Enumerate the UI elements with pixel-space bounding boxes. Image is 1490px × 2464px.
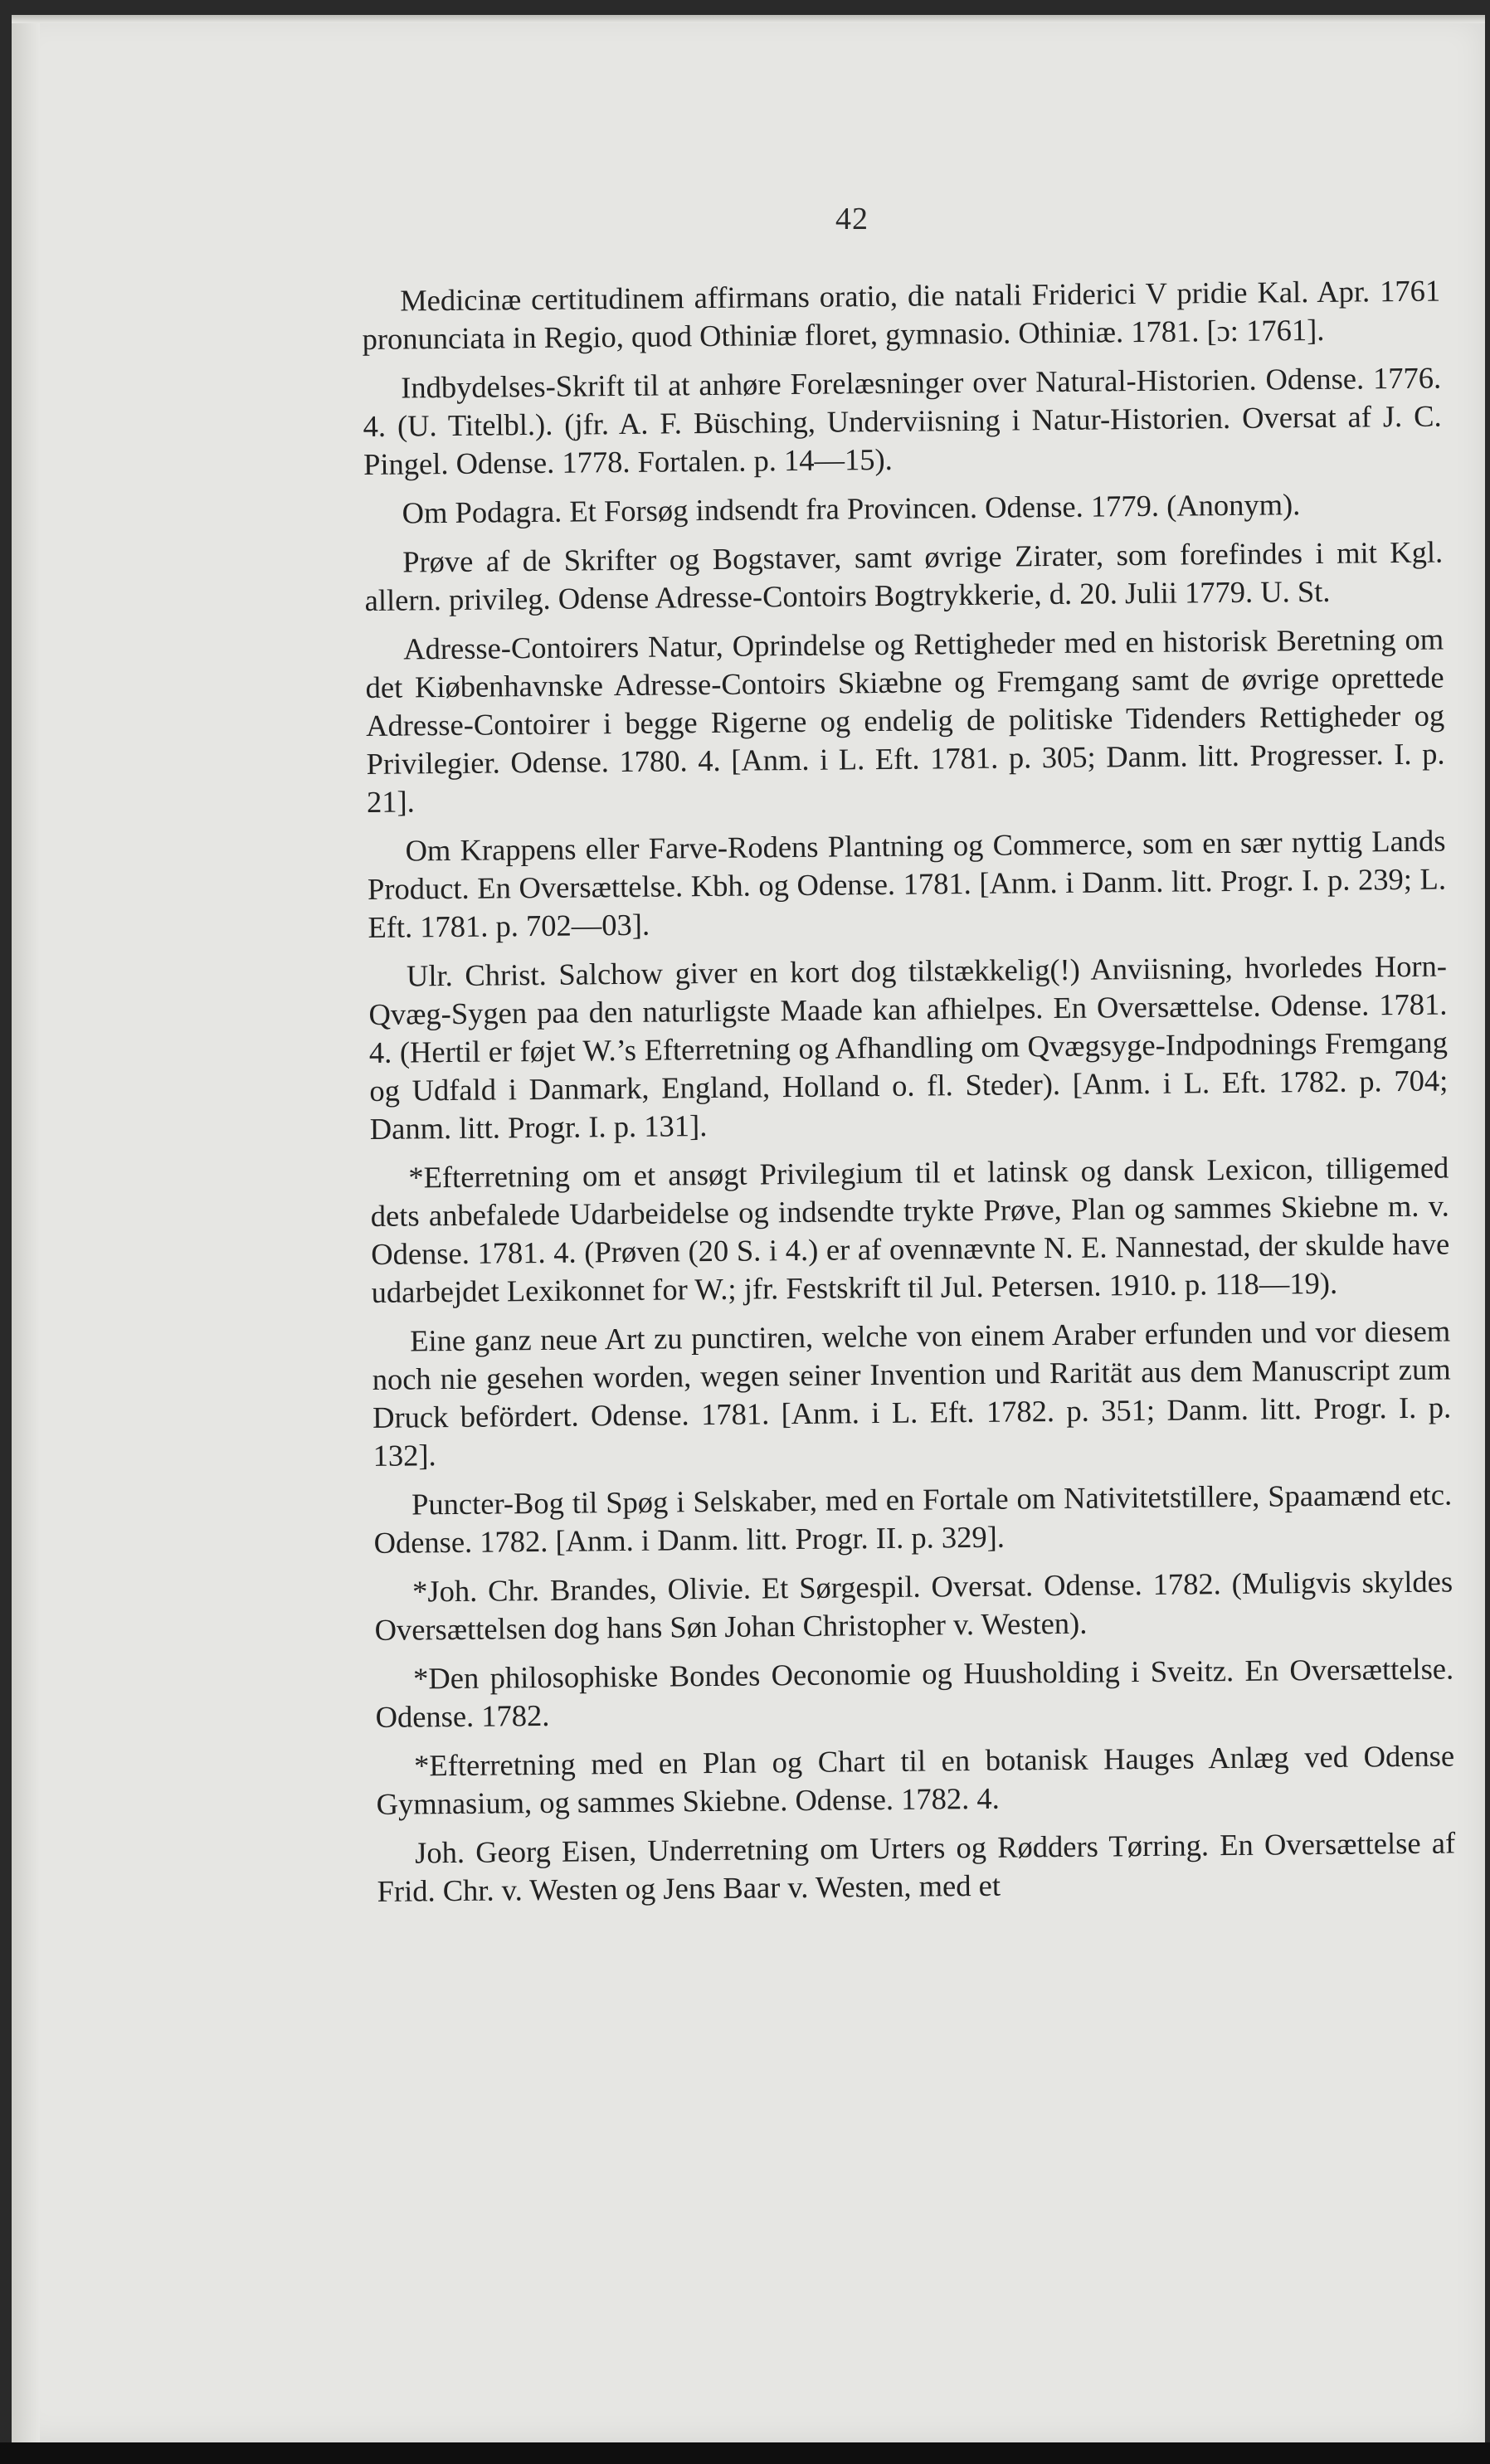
bibliography-entry: Eine ganz neue Art zu punctiren, welche von einem Araber erfunden und vor diesem noch nie gesehen worden, wegen seiner Invention und Rarität aus dem Manuscript zum Druck befördert. Odense. 1781. [Anm. i L. Eft. 1782. p. 351; Danm. litt. Progr. I. p. 132]. bbox=[372, 1313, 1452, 1473]
page-number: 42 bbox=[835, 202, 869, 236]
bibliography-entry: Ulr. Christ. Salchow giver en kort dog tilstækkelig(!) Anviisning, hvorledes Horn-Qvæg-Sygen paa den naturligste Maade kan afhielpes. En Oversættelse. Odense. 1781. 4. (Hertil er føjet W.’s Efterretning og Afhandling om Qvægsyge-Indpodnings Fremgang og Udfald i Danmark, England, Holland o. fl. Steder). [Anm. i L. Eft. 1782. p. 704; Danm. litt. Progr. I. p. 131]. bbox=[368, 948, 1449, 1146]
bibliography-entry: *Joh. Chr. Brandes, Olivie. Et Sørgespil. Oversat. Odense. 1782. (Muligvis skyldes Oversættelsen dog hans Søn Johan Christopher v. Westen). bbox=[374, 1564, 1453, 1647]
bibliography-entry: Prøve af de Skrifter og Bogstaver, samt øvrige Zirater, som forefindes i mit Kgl. allern. privileg. Odense Adresse-Contoirs Bogtrykkerie, d. 20. Julii 1779. U. St. bbox=[364, 534, 1444, 617]
bibliography-entry: Om Krappens eller Farve-Rodens Plantning og Commerce, som en sær nyttig Lands Product. En Oversættelse. Kbh. og Odense. 1781. [Anm. i Danm. litt. Progr. I. p. 239; L. Eft. 1781. p. 702—03]. bbox=[367, 823, 1447, 944]
scan-bottom-edge bbox=[0, 2442, 1490, 2464]
bibliography-entry: Puncter-Bog til Spøg i Selskaber, med en Fortale om Nativitetstillere, Spaamænd etc. Odense. 1782. [Anm. i Danm. litt. Progr. II. p. 329]. bbox=[373, 1477, 1453, 1560]
bibliography-entry: *Efterretning med en Plan og Chart til en botanisk Hauges Anlæg ved Odense Gymnasium, og sammes Skiebne. Odense. 1782. 4. bbox=[376, 1738, 1455, 1821]
bibliography-entry: Adresse-Contoirers Natur, Oprindelse og Rettigheder med en historisk Beretning om det Kiøbenhavnske Adresse-Contoirs Skiæbne og Fremgang samt de øvrige oprettede Adresse-Contoirer i begge Rigerne og endelig de politiske Tidenders Rettigheder og Privilegier. Odense. 1780. 4. [Anm. i L. Eft. 1781. p. 305; Danm. litt. Progresser. I. p. 21]. bbox=[365, 621, 1445, 819]
bibliography-entry: Indbydelses-Skrift til at anhøre Forelæsninger over Natural-Historien. Odense. 1776. 4. (U. Titelbl.). (jfr. A. F. Büsching, Underviisning i Natur-Historien. Oversat af J. C. Pingel. Odense. 1778. Fortalen. p. 14—15). bbox=[363, 360, 1442, 481]
bibliography-entry: Om Podagra. Et Forsøg indsendt fra Provincen. Odense. 1779. (Anonym). bbox=[402, 487, 1301, 530]
bibliography-entry: *Den philosophiske Bondes Oeconomie og Huusholding i Sveitz. En Oversættelse. Odense. 1782. bbox=[375, 1651, 1454, 1734]
bibliography-text bbox=[362, 272, 1456, 1921]
bibliography-entry: Medicinæ certitudinem affirmans oratio, die natali Friderici V pridie Kal. Apr. 1761 pronunciata in Regio, quod Othiniæ floret, gymnasio. Othiniæ. 1781. [ɔ: 1761]. bbox=[362, 273, 1441, 356]
bibliography-entry: *Efterretning om et ansøgt Privilegium til et latinsk og dansk Lexicon, tilligemed dets anbefalede Udarbeidelse og indsendte trykte Prøve, Plan og sammes Skiebne m. v. Odense. 1781. 4. (Prøven (20 S. i 4.) er af ovennævnte N. E. Nannestad, der skulde have udarbejdet Lexikonnet for W.; jfr. Festskrift til Jul. Petersen. 1910. p. 118—19). bbox=[370, 1150, 1450, 1309]
book-page bbox=[12, 15, 1485, 2442]
bibliography-entry: Joh. Georg Eisen, Underretning om Urters og Rødders Tørring. En Oversættelse af Frid. Chr. v. Westen og Jens Baar v. Westen, med et bbox=[377, 1825, 1456, 1908]
